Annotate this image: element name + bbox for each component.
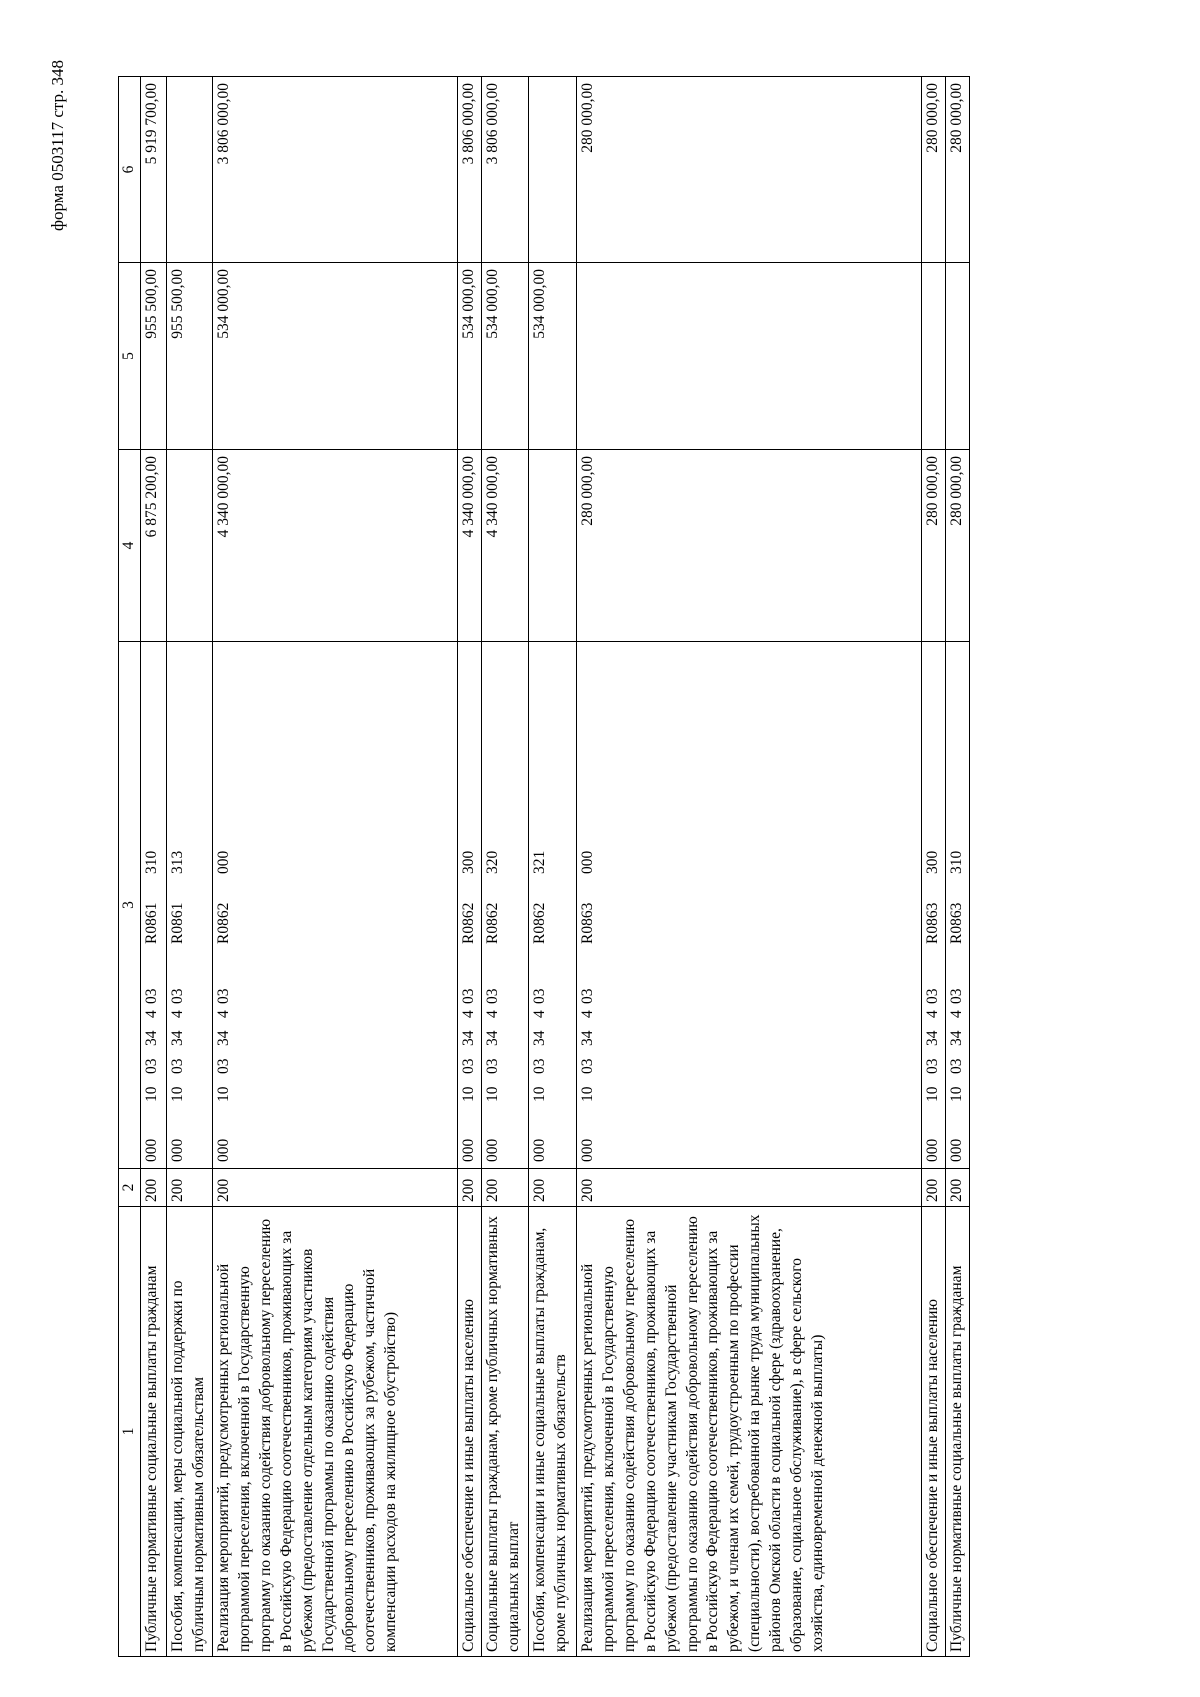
row-budget-code [481, 642, 528, 1169]
row-unexecuted: 280 000,00 [576, 77, 921, 263]
code-part: 34 [578, 1030, 596, 1046]
code-part: 4 [923, 1010, 941, 1018]
code-part: 320 [483, 850, 501, 874]
col-header-4: 4 [119, 450, 141, 642]
code-part: 4 [530, 1010, 548, 1018]
code-part: 000 [578, 1138, 596, 1162]
row-approved: 6 875 200,00 [140, 450, 166, 642]
code-part: 03 [142, 988, 160, 1004]
table-row [921, 77, 945, 1657]
row-unexecuted: 3 806 000,00 [457, 77, 481, 263]
table-row [457, 77, 481, 1657]
row-name: Реализация мероприятий, предусмотренных региональной программой переселения, включенной в Государственную программу по оказанию содействия добровольному переселению в Российскую Федерацию соотечественников, проживающих за рубежом (предоставление отдельным категориям участников Государственной программы по оказанию содействия добровольному переселению в Российскую Федерацию соотечественников, проживающих за рубежом, частичной компенсации расходов на жилищное обустройство) [212, 1207, 457, 1657]
code-part: 000 [530, 1138, 548, 1162]
code-part: 03 [947, 988, 965, 1004]
code-part: 03 [530, 988, 548, 1004]
code-part: 03 [142, 1058, 160, 1074]
row-line-code: 200 [576, 1169, 921, 1207]
code-part: 03 [168, 1058, 186, 1074]
row-line-code: 200 [140, 1169, 166, 1207]
code-part: 10 [459, 1086, 477, 1102]
table-row [212, 77, 457, 1657]
code-part: 4 [214, 1010, 232, 1018]
row-budget-code [528, 642, 576, 1169]
code-part: 4 [142, 1010, 160, 1018]
code-part: R0862 [459, 902, 477, 944]
row-unexecuted: 3 806 000,00 [481, 77, 528, 263]
form-label: форма 0503117 стр. 348 [48, 60, 67, 231]
code-part: 300 [459, 850, 477, 874]
row-name: Пособия, компенсации и иные социальные выплаты гражданам, кроме публичных нормативных обязательств [528, 1207, 576, 1657]
code-part: 03 [459, 1058, 477, 1074]
row-name: Публичные нормативные социальные выплаты гражданам [945, 1207, 969, 1657]
table-row [945, 77, 969, 1657]
row-name: Социальное обеспечение и иные выплаты населению [457, 1207, 481, 1657]
code-part: R0861 [142, 902, 160, 944]
row-unexecuted [166, 77, 212, 263]
row-executed: 955 500,00 [166, 263, 212, 450]
code-part: 03 [214, 1058, 232, 1074]
code-part: 000 [142, 1138, 160, 1162]
code-part: 321 [530, 850, 548, 874]
code-part: 03 [483, 988, 501, 1004]
code-part: 4 [459, 1010, 477, 1018]
row-approved [166, 450, 212, 642]
code-part: R0861 [168, 902, 186, 944]
table-row [481, 77, 528, 1657]
row-line-code: 200 [945, 1169, 969, 1207]
code-part: 310 [142, 850, 160, 874]
code-part: 03 [168, 988, 186, 1004]
code-part: 000 [459, 1138, 477, 1162]
table-row [528, 77, 576, 1657]
code-part: 10 [578, 1086, 596, 1102]
code-part: 000 [483, 1138, 501, 1162]
row-executed: 534 000,00 [457, 263, 481, 450]
header-row [119, 77, 141, 1657]
row-unexecuted: 280 000,00 [921, 77, 945, 263]
col-header-6: 6 [119, 77, 141, 263]
col-header-5: 5 [119, 263, 141, 450]
code-part: 34 [483, 1030, 501, 1046]
row-line-code: 200 [528, 1169, 576, 1207]
table-row [166, 77, 212, 1657]
code-part: R0862 [214, 902, 232, 944]
code-part: 34 [530, 1030, 548, 1046]
row-line-code: 200 [212, 1169, 457, 1207]
col-header-2: 2 [119, 1169, 141, 1207]
col-header-1: 1 [119, 1207, 141, 1657]
code-part: 34 [168, 1030, 186, 1046]
row-budget-code [140, 642, 166, 1169]
row-budget-code [576, 642, 921, 1169]
code-part: 03 [923, 988, 941, 1004]
code-part: 000 [578, 850, 596, 874]
row-approved [528, 450, 576, 642]
code-part: R0863 [947, 902, 965, 944]
row-executed: 955 500,00 [140, 263, 166, 450]
row-approved: 4 340 000,00 [457, 450, 481, 642]
code-part: 000 [214, 850, 232, 874]
code-part: 03 [483, 1058, 501, 1074]
report-table [118, 76, 970, 1657]
col-header-3: 3 [119, 642, 141, 1169]
code-part: 10 [168, 1086, 186, 1102]
row-unexecuted: 5 919 700,00 [140, 77, 166, 263]
row-executed [945, 263, 969, 450]
code-part: 34 [947, 1030, 965, 1046]
code-part: R0863 [923, 902, 941, 944]
row-unexecuted: 3 806 000,00 [212, 77, 457, 263]
code-part: 10 [947, 1086, 965, 1102]
code-part: 300 [923, 850, 941, 874]
code-part: 000 [947, 1138, 965, 1162]
row-line-code: 200 [457, 1169, 481, 1207]
code-part: 4 [947, 1010, 965, 1018]
code-part: R0862 [530, 902, 548, 944]
code-part: 03 [578, 988, 596, 1004]
row-name: Публичные нормативные социальные выплаты гражданам [140, 1207, 166, 1657]
code-part: 34 [459, 1030, 477, 1046]
row-budget-code [212, 642, 457, 1169]
code-part: 10 [530, 1086, 548, 1102]
row-name: Реализация мероприятий, предусмотренных региональной программой переселения, включенной в Государственную программу по оказанию содействия добровольному переселению в Российскую Федерацию соотечественников, проживающих за рубежом (предоставление участникам Государственной программы по оказанию содействия добровольному переселению в Российскую Федерацию соотечественников, проживающих за рубежом, и членам их семей, трудоустроенным по профессии (специальности), востребованной на рынке труда муниципальных районов Омской области в социальной сфере (здравоохранение, образование, социальное обслуживание), в сфере сельского хозяйства, единовременной денежной выплаты) [576, 1207, 921, 1657]
code-part: 4 [483, 1010, 501, 1018]
code-part: 10 [214, 1086, 232, 1102]
row-executed: 534 000,00 [481, 263, 528, 450]
code-part: 34 [923, 1030, 941, 1046]
row-executed: 534 000,00 [528, 263, 576, 450]
table-row [576, 77, 921, 1657]
code-part: 03 [578, 1058, 596, 1074]
code-part: 4 [578, 1010, 596, 1018]
row-line-code: 200 [921, 1169, 945, 1207]
row-approved: 280 000,00 [921, 450, 945, 642]
code-part: 03 [530, 1058, 548, 1074]
code-part: 000 [214, 1138, 232, 1162]
row-name: Социальное обеспечение и иные выплаты населению [921, 1207, 945, 1657]
code-part: 4 [168, 1010, 186, 1018]
code-part: 10 [142, 1086, 160, 1102]
code-part: 000 [168, 1138, 186, 1162]
row-budget-code [945, 642, 969, 1169]
row-budget-code [166, 642, 212, 1169]
row-line-code: 200 [166, 1169, 212, 1207]
row-budget-code [921, 642, 945, 1169]
table-body [140, 77, 969, 1657]
code-part: 10 [483, 1086, 501, 1102]
code-part: 03 [923, 1058, 941, 1074]
row-name: Пособия, компенсации, меры социальной поддержки по публичным нормативным обязательствам [166, 1207, 212, 1657]
row-approved: 280 000,00 [945, 450, 969, 642]
code-part: R0862 [483, 902, 501, 944]
code-part: 000 [923, 1138, 941, 1162]
row-approved: 4 340 000,00 [212, 450, 457, 642]
code-part: 313 [168, 850, 186, 874]
row-unexecuted: 280 000,00 [945, 77, 969, 263]
code-part: 34 [142, 1030, 160, 1046]
table-row [140, 77, 166, 1657]
code-part: 03 [214, 988, 232, 1004]
row-executed [921, 263, 945, 450]
code-part: R0863 [578, 902, 596, 944]
row-approved: 4 340 000,00 [481, 450, 528, 642]
code-part: 34 [214, 1030, 232, 1046]
row-name: Социальные выплаты гражданам, кроме публичных нормативных социальных выплат [481, 1207, 528, 1657]
row-line-code: 200 [481, 1169, 528, 1207]
row-approved: 280 000,00 [576, 450, 921, 642]
code-part: 03 [459, 988, 477, 1004]
row-executed [576, 263, 921, 450]
row-budget-code [457, 642, 481, 1169]
row-executed: 534 000,00 [212, 263, 457, 450]
code-part: 03 [947, 1058, 965, 1074]
row-unexecuted [528, 77, 576, 263]
code-part: 10 [923, 1086, 941, 1102]
code-part: 310 [947, 850, 965, 874]
